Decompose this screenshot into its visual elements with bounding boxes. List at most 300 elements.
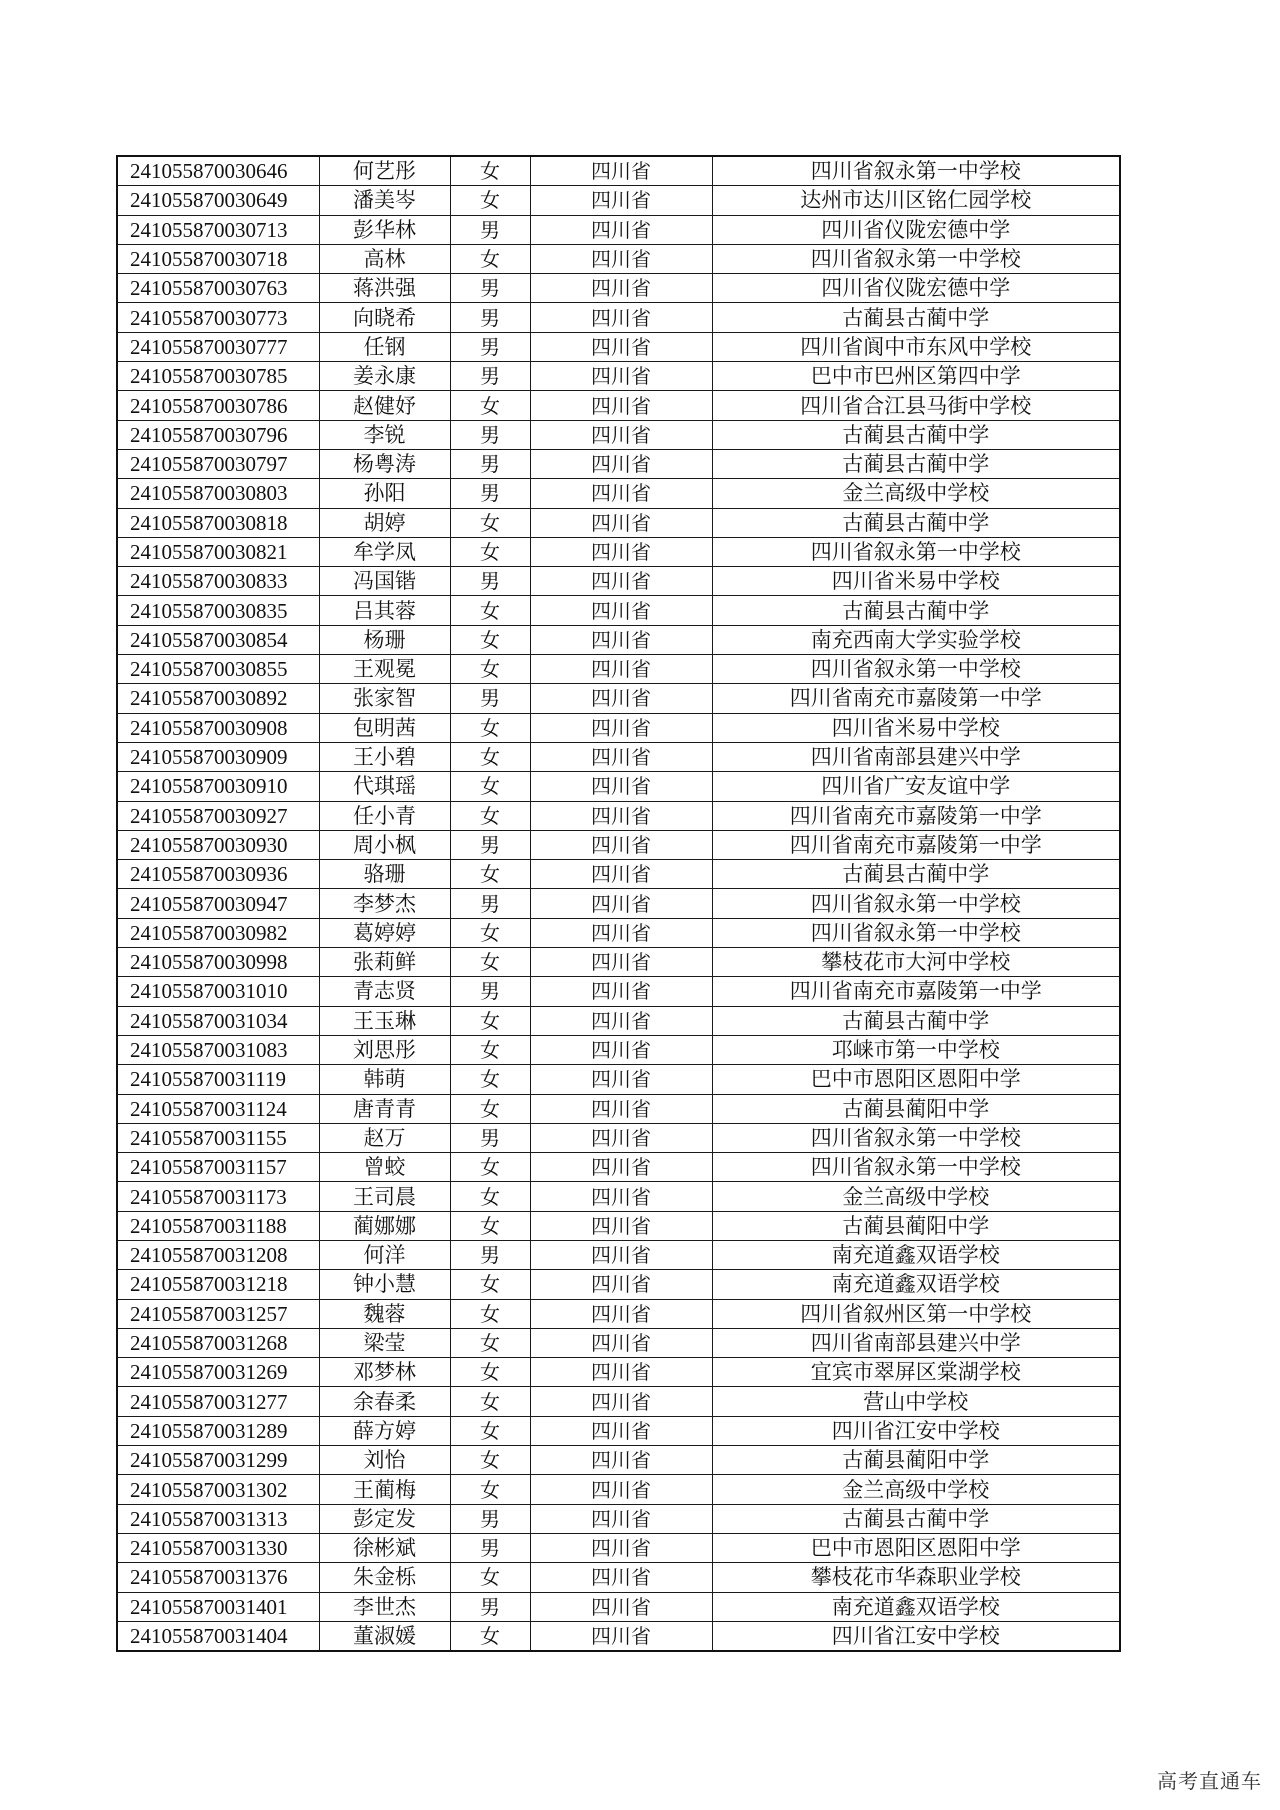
exam-id-cell: 241055870031299 (117, 1446, 319, 1475)
table-row (117, 362, 1120, 391)
gender-cell: 男 (450, 830, 530, 859)
roster-body (117, 156, 1120, 1651)
province-cell: 四川省 (530, 1270, 712, 1299)
name-cell: 彭定发 (319, 1504, 450, 1533)
exam-id-cell: 241055870031010 (117, 977, 319, 1006)
name-cell: 牟学凤 (319, 537, 450, 566)
table-row (117, 742, 1120, 771)
school-cell: 古蔺县古蔺中学 (712, 508, 1120, 537)
school-cell: 四川省叙永第一中学校 (712, 244, 1120, 273)
name-cell: 代琪瑶 (319, 772, 450, 801)
exam-id-cell: 241055870030982 (117, 918, 319, 947)
name-cell: 钟小慧 (319, 1270, 450, 1299)
exam-id-cell: 241055870030763 (117, 274, 319, 303)
school-cell: 四川省广安友谊中学 (712, 772, 1120, 801)
gender-cell: 女 (450, 391, 530, 420)
school-cell: 四川省江安中学校 (712, 1621, 1120, 1651)
province-cell: 四川省 (530, 362, 712, 391)
school-cell: 金兰高级中学校 (712, 1475, 1120, 1504)
province-cell: 四川省 (530, 537, 712, 566)
exam-id-cell: 241055870030892 (117, 684, 319, 713)
school-cell: 四川省仪陇宏德中学 (712, 274, 1120, 303)
gender-cell: 女 (450, 655, 530, 684)
exam-id-cell: 241055870031404 (117, 1621, 319, 1651)
table-row (117, 508, 1120, 537)
exam-id-cell: 241055870031157 (117, 1153, 319, 1182)
province-cell: 四川省 (530, 1094, 712, 1123)
name-cell: 高林 (319, 244, 450, 273)
province-cell: 四川省 (530, 1182, 712, 1211)
exam-id-cell: 241055870031083 (117, 1035, 319, 1064)
name-cell: 任钢 (319, 332, 450, 361)
gender-cell: 女 (450, 1621, 530, 1651)
school-cell: 邛崃市第一中学校 (712, 1035, 1120, 1064)
gender-cell: 男 (450, 420, 530, 449)
exam-id-cell: 241055870030835 (117, 596, 319, 625)
school-cell: 巴中市恩阳区恩阳中学 (712, 1065, 1120, 1094)
school-cell: 四川省江安中学校 (712, 1416, 1120, 1445)
gender-cell: 男 (450, 889, 530, 918)
province-cell: 四川省 (530, 244, 712, 273)
province-cell: 四川省 (530, 215, 712, 244)
exam-id-cell: 241055870030855 (117, 655, 319, 684)
table-row (117, 1094, 1120, 1123)
table-row (117, 332, 1120, 361)
gender-cell: 女 (450, 1563, 530, 1592)
school-cell: 四川省南充市嘉陵第一中学 (712, 830, 1120, 859)
name-cell: 胡婷 (319, 508, 450, 537)
table-row (117, 918, 1120, 947)
table-row (117, 655, 1120, 684)
table-row (117, 830, 1120, 859)
province-cell: 四川省 (530, 1446, 712, 1475)
name-cell: 任小青 (319, 801, 450, 830)
gender-cell: 女 (450, 1182, 530, 1211)
province-cell: 四川省 (530, 713, 712, 742)
name-cell: 王玉琳 (319, 1006, 450, 1035)
name-cell: 杨粤涛 (319, 449, 450, 478)
table-row (117, 1592, 1120, 1621)
name-cell: 蒋洪强 (319, 274, 450, 303)
exam-id-cell: 241055870031257 (117, 1299, 319, 1328)
name-cell: 张莉鲜 (319, 948, 450, 977)
exam-id-cell: 241055870030909 (117, 742, 319, 771)
admission-roster-table (116, 155, 1121, 1652)
name-cell: 赵万 (319, 1123, 450, 1152)
exam-id-cell: 241055870030908 (117, 713, 319, 742)
name-cell: 梁莹 (319, 1328, 450, 1357)
name-cell: 彭华林 (319, 215, 450, 244)
table-row (117, 1123, 1120, 1152)
table-row (117, 1563, 1120, 1592)
table-row (117, 1416, 1120, 1445)
table-row (117, 537, 1120, 566)
province-cell: 四川省 (530, 156, 712, 186)
name-cell: 周小枫 (319, 830, 450, 859)
name-cell: 王司晨 (319, 1182, 450, 1211)
table-row (117, 1533, 1120, 1562)
exam-id-cell: 241055870030649 (117, 186, 319, 215)
province-cell: 四川省 (530, 391, 712, 420)
table-row (117, 596, 1120, 625)
name-cell: 骆珊 (319, 860, 450, 889)
gender-cell: 女 (450, 1328, 530, 1357)
school-cell: 四川省叙州区第一中学校 (712, 1299, 1120, 1328)
exam-id-cell: 241055870031188 (117, 1211, 319, 1240)
name-cell: 朱金栎 (319, 1563, 450, 1592)
school-cell: 四川省叙永第一中学校 (712, 655, 1120, 684)
table-row (117, 1006, 1120, 1035)
gender-cell: 女 (450, 948, 530, 977)
exam-id-cell: 241055870031313 (117, 1504, 319, 1533)
gender-cell: 女 (450, 860, 530, 889)
school-cell: 金兰高级中学校 (712, 479, 1120, 508)
gender-cell: 男 (450, 215, 530, 244)
province-cell: 四川省 (530, 1211, 712, 1240)
exam-id-cell: 241055870030821 (117, 537, 319, 566)
watermark-text: 高考直通车 (1157, 1769, 1262, 1793)
gender-cell: 女 (450, 918, 530, 947)
school-cell: 四川省叙永第一中学校 (712, 156, 1120, 186)
province-cell: 四川省 (530, 567, 712, 596)
name-cell: 董淑媛 (319, 1621, 450, 1651)
gender-cell: 女 (450, 596, 530, 625)
exam-id-cell: 241055870031277 (117, 1387, 319, 1416)
exam-id-cell: 241055870030777 (117, 332, 319, 361)
province-cell: 四川省 (530, 1592, 712, 1621)
name-cell: 徐彬斌 (319, 1533, 450, 1562)
school-cell: 古蔺县蔺阳中学 (712, 1211, 1120, 1240)
gender-cell: 男 (450, 274, 530, 303)
exam-id-cell: 241055870030785 (117, 362, 319, 391)
province-cell: 四川省 (530, 1153, 712, 1182)
gender-cell: 女 (450, 1270, 530, 1299)
gender-cell: 女 (450, 772, 530, 801)
name-cell: 何艺彤 (319, 156, 450, 186)
province-cell: 四川省 (530, 625, 712, 654)
exam-id-cell: 241055870031401 (117, 1592, 319, 1621)
table-row (117, 1211, 1120, 1240)
name-cell: 杨珊 (319, 625, 450, 654)
name-cell: 李世杰 (319, 1592, 450, 1621)
school-cell: 攀枝花市华森职业学校 (712, 1563, 1120, 1592)
name-cell: 韩萌 (319, 1065, 450, 1094)
exam-id-cell: 241055870031218 (117, 1270, 319, 1299)
exam-id-cell: 241055870030713 (117, 215, 319, 244)
exam-id-cell: 241055870030646 (117, 156, 319, 186)
table-row (117, 1270, 1120, 1299)
name-cell: 刘思彤 (319, 1035, 450, 1064)
gender-cell: 男 (450, 1240, 530, 1269)
province-cell: 四川省 (530, 801, 712, 830)
exam-id-cell: 241055870030936 (117, 860, 319, 889)
exam-id-cell: 241055870030773 (117, 303, 319, 332)
school-cell: 古蔺县古蔺中学 (712, 420, 1120, 449)
gender-cell: 女 (450, 801, 530, 830)
table-row (117, 977, 1120, 1006)
table-row (117, 1153, 1120, 1182)
school-cell: 四川省南部县建兴中学 (712, 1328, 1120, 1357)
province-cell: 四川省 (530, 1358, 712, 1387)
table-row (117, 244, 1120, 273)
table-row (117, 186, 1120, 215)
exam-id-cell: 241055870031208 (117, 1240, 319, 1269)
gender-cell: 女 (450, 1211, 530, 1240)
province-cell: 四川省 (530, 274, 712, 303)
gender-cell: 女 (450, 742, 530, 771)
name-cell: 吕其蓉 (319, 596, 450, 625)
school-cell: 古蔺县古蔺中学 (712, 596, 1120, 625)
gender-cell: 男 (450, 977, 530, 1006)
exam-id-cell: 241055870030796 (117, 420, 319, 449)
school-cell: 巴中市巴州区第四中学 (712, 362, 1120, 391)
province-cell: 四川省 (530, 420, 712, 449)
province-cell: 四川省 (530, 889, 712, 918)
exam-id-cell: 241055870030910 (117, 772, 319, 801)
school-cell: 古蔺县古蔺中学 (712, 449, 1120, 478)
exam-id-cell: 241055870031269 (117, 1358, 319, 1387)
gender-cell: 男 (450, 362, 530, 391)
table-row (117, 156, 1120, 186)
name-cell: 薛方婷 (319, 1416, 450, 1445)
name-cell: 姜永康 (319, 362, 450, 391)
table-row (117, 1475, 1120, 1504)
province-cell: 四川省 (530, 830, 712, 859)
table-row (117, 1035, 1120, 1064)
name-cell: 张家智 (319, 684, 450, 713)
province-cell: 四川省 (530, 303, 712, 332)
gender-cell: 女 (450, 1035, 530, 1064)
province-cell: 四川省 (530, 1240, 712, 1269)
exam-id-cell: 241055870030718 (117, 244, 319, 273)
school-cell: 巴中市恩阳区恩阳中学 (712, 1533, 1120, 1562)
name-cell: 赵健妤 (319, 391, 450, 420)
school-cell: 古蔺县蔺阳中学 (712, 1446, 1120, 1475)
name-cell: 何洋 (319, 1240, 450, 1269)
school-cell: 南充道鑫双语学校 (712, 1240, 1120, 1269)
table-row (117, 1182, 1120, 1211)
gender-cell: 女 (450, 625, 530, 654)
gender-cell: 男 (450, 684, 530, 713)
school-cell: 古蔺县古蔺中学 (712, 1006, 1120, 1035)
gender-cell: 男 (450, 567, 530, 596)
school-cell: 四川省南部县建兴中学 (712, 742, 1120, 771)
table-row (117, 420, 1120, 449)
table-row (117, 1387, 1120, 1416)
province-cell: 四川省 (530, 1563, 712, 1592)
table-row (117, 449, 1120, 478)
name-cell: 王小碧 (319, 742, 450, 771)
province-cell: 四川省 (530, 772, 712, 801)
gender-cell: 女 (450, 1358, 530, 1387)
school-cell: 达州市达川区铭仁园学校 (712, 186, 1120, 215)
exam-id-cell: 241055870031155 (117, 1123, 319, 1152)
exam-id-cell: 241055870030797 (117, 449, 319, 478)
exam-id-cell: 241055870030998 (117, 948, 319, 977)
school-cell: 古蔺县古蔺中学 (712, 860, 1120, 889)
province-cell: 四川省 (530, 1504, 712, 1533)
province-cell: 四川省 (530, 1387, 712, 1416)
exam-id-cell: 241055870030947 (117, 889, 319, 918)
exam-id-cell: 241055870030927 (117, 801, 319, 830)
province-cell: 四川省 (530, 655, 712, 684)
province-cell: 四川省 (530, 918, 712, 947)
province-cell: 四川省 (530, 1328, 712, 1357)
gender-cell: 女 (450, 1153, 530, 1182)
exam-id-cell: 241055870031268 (117, 1328, 319, 1357)
school-cell: 四川省阆中市东风中学校 (712, 332, 1120, 361)
table-row (117, 684, 1120, 713)
province-cell: 四川省 (530, 1123, 712, 1152)
school-cell: 南充道鑫双语学校 (712, 1592, 1120, 1621)
school-cell: 四川省仪陇宏德中学 (712, 215, 1120, 244)
province-cell: 四川省 (530, 684, 712, 713)
table-row (117, 948, 1120, 977)
table-row (117, 274, 1120, 303)
exam-id-cell: 241055870030833 (117, 567, 319, 596)
exam-id-cell: 241055870031289 (117, 1416, 319, 1445)
gender-cell: 女 (450, 508, 530, 537)
table-row (117, 1328, 1120, 1357)
name-cell: 王观冕 (319, 655, 450, 684)
name-cell: 葛婷婷 (319, 918, 450, 947)
table-row (117, 391, 1120, 420)
province-cell: 四川省 (530, 948, 712, 977)
school-cell: 四川省南充市嘉陵第一中学 (712, 801, 1120, 830)
gender-cell: 女 (450, 1446, 530, 1475)
gender-cell: 男 (450, 1123, 530, 1152)
province-cell: 四川省 (530, 1533, 712, 1562)
gender-cell: 女 (450, 1416, 530, 1445)
school-cell: 攀枝花市大河中学校 (712, 948, 1120, 977)
gender-cell: 女 (450, 1094, 530, 1123)
school-cell: 营山中学校 (712, 1387, 1120, 1416)
table-row (117, 1358, 1120, 1387)
table-row (117, 303, 1120, 332)
province-cell: 四川省 (530, 479, 712, 508)
exam-id-cell: 241055870031034 (117, 1006, 319, 1035)
province-cell: 四川省 (530, 449, 712, 478)
exam-id-cell: 241055870030930 (117, 830, 319, 859)
gender-cell: 男 (450, 479, 530, 508)
table-row (117, 889, 1120, 918)
exam-id-cell: 241055870030854 (117, 625, 319, 654)
exam-id-cell: 241055870030803 (117, 479, 319, 508)
name-cell: 魏蓉 (319, 1299, 450, 1328)
province-cell: 四川省 (530, 332, 712, 361)
school-cell: 古蔺县蔺阳中学 (712, 1094, 1120, 1123)
province-cell: 四川省 (530, 860, 712, 889)
name-cell: 曾蛟 (319, 1153, 450, 1182)
province-cell: 四川省 (530, 1621, 712, 1651)
name-cell: 王蔺梅 (319, 1475, 450, 1504)
name-cell: 孙阳 (319, 479, 450, 508)
name-cell: 李梦杰 (319, 889, 450, 918)
school-cell: 四川省叙永第一中学校 (712, 537, 1120, 566)
exam-id-cell: 241055870031376 (117, 1563, 319, 1592)
gender-cell: 女 (450, 1065, 530, 1094)
table-row (117, 772, 1120, 801)
table-row (117, 1446, 1120, 1475)
gender-cell: 女 (450, 1299, 530, 1328)
exam-id-cell: 241055870031119 (117, 1065, 319, 1094)
table-row (117, 1504, 1120, 1533)
school-cell: 四川省米易中学校 (712, 713, 1120, 742)
gender-cell: 女 (450, 1387, 530, 1416)
province-cell: 四川省 (530, 1416, 712, 1445)
table-row (117, 1299, 1120, 1328)
name-cell: 余春柔 (319, 1387, 450, 1416)
name-cell: 唐青青 (319, 1094, 450, 1123)
province-cell: 四川省 (530, 1006, 712, 1035)
exam-id-cell: 241055870030818 (117, 508, 319, 537)
gender-cell: 女 (450, 1006, 530, 1035)
name-cell: 邓梦林 (319, 1358, 450, 1387)
table-row (117, 567, 1120, 596)
school-cell: 南充西南大学实验学校 (712, 625, 1120, 654)
gender-cell: 男 (450, 1533, 530, 1562)
table-row (117, 1240, 1120, 1269)
school-cell: 四川省合江县马街中学校 (712, 391, 1120, 420)
province-cell: 四川省 (530, 1065, 712, 1094)
exam-id-cell: 241055870031173 (117, 1182, 319, 1211)
province-cell: 四川省 (530, 1035, 712, 1064)
school-cell: 四川省叙永第一中学校 (712, 889, 1120, 918)
exam-id-cell: 241055870031302 (117, 1475, 319, 1504)
table-row (117, 479, 1120, 508)
school-cell: 古蔺县古蔺中学 (712, 1504, 1120, 1533)
name-cell: 李锐 (319, 420, 450, 449)
table-row (117, 625, 1120, 654)
school-cell: 四川省南充市嘉陵第一中学 (712, 684, 1120, 713)
name-cell: 向晓希 (319, 303, 450, 332)
gender-cell: 女 (450, 244, 530, 273)
gender-cell: 男 (450, 303, 530, 332)
gender-cell: 男 (450, 449, 530, 478)
province-cell: 四川省 (530, 742, 712, 771)
province-cell: 四川省 (530, 596, 712, 625)
name-cell: 刘怡 (319, 1446, 450, 1475)
gender-cell: 女 (450, 713, 530, 742)
province-cell: 四川省 (530, 186, 712, 215)
gender-cell: 女 (450, 1475, 530, 1504)
province-cell: 四川省 (530, 508, 712, 537)
province-cell: 四川省 (530, 977, 712, 1006)
school-cell: 四川省叙永第一中学校 (712, 1123, 1120, 1152)
exam-id-cell: 241055870030786 (117, 391, 319, 420)
name-cell: 包明茜 (319, 713, 450, 742)
province-cell: 四川省 (530, 1475, 712, 1504)
school-cell: 四川省米易中学校 (712, 567, 1120, 596)
table-row (117, 215, 1120, 244)
exam-id-cell: 241055870031330 (117, 1533, 319, 1562)
gender-cell: 男 (450, 1504, 530, 1533)
school-cell: 金兰高级中学校 (712, 1182, 1120, 1211)
exam-id-cell: 241055870031124 (117, 1094, 319, 1123)
table-row (117, 1621, 1120, 1651)
gender-cell: 男 (450, 1592, 530, 1621)
table-row (117, 1065, 1120, 1094)
name-cell: 潘美岑 (319, 186, 450, 215)
gender-cell: 女 (450, 537, 530, 566)
gender-cell: 男 (450, 332, 530, 361)
gender-cell: 女 (450, 156, 530, 186)
table-row (117, 713, 1120, 742)
school-cell: 四川省叙永第一中学校 (712, 918, 1120, 947)
name-cell: 青志贤 (319, 977, 450, 1006)
table-row (117, 801, 1120, 830)
name-cell: 冯国锴 (319, 567, 450, 596)
